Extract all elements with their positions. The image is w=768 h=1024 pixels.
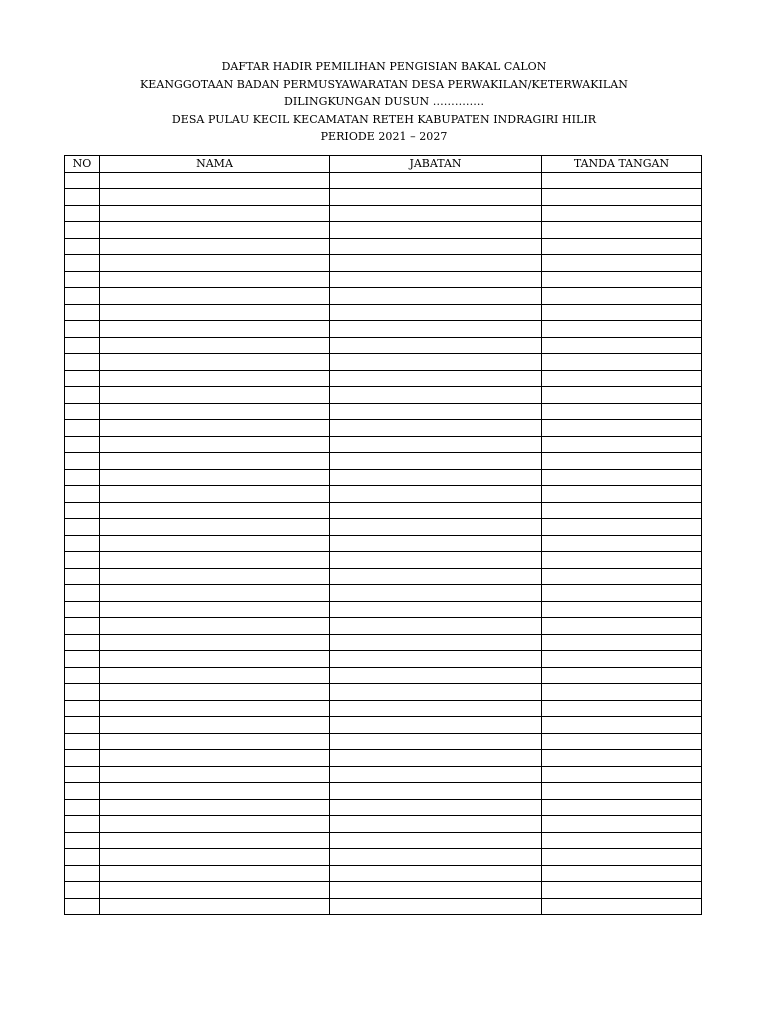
cell-no xyxy=(65,585,100,602)
table-row xyxy=(65,552,702,569)
cell-nama xyxy=(100,337,330,354)
cell-nama xyxy=(100,189,330,206)
cell-tanda-tangan xyxy=(542,321,702,338)
cell-tanda-tangan xyxy=(542,601,702,618)
cell-jabatan xyxy=(330,865,542,882)
cell-tanda-tangan xyxy=(542,568,702,585)
cell-no xyxy=(65,420,100,437)
column-header-no: NO xyxy=(65,156,100,173)
cell-nama xyxy=(100,222,330,239)
cell-jabatan xyxy=(330,337,542,354)
cell-no xyxy=(65,469,100,486)
cell-nama xyxy=(100,783,330,800)
table-row xyxy=(65,370,702,387)
cell-tanda-tangan xyxy=(542,865,702,882)
cell-no xyxy=(65,684,100,701)
column-header-jabatan: JABATAN xyxy=(330,156,542,173)
cell-jabatan xyxy=(330,733,542,750)
cell-no xyxy=(65,337,100,354)
cell-nama xyxy=(100,816,330,833)
cell-nama xyxy=(100,403,330,420)
table-row xyxy=(65,733,702,750)
cell-tanda-tangan xyxy=(542,717,702,734)
cell-nama xyxy=(100,799,330,816)
cell-no xyxy=(65,750,100,767)
cell-nama xyxy=(100,898,330,915)
cell-nama xyxy=(100,585,330,602)
cell-jabatan xyxy=(330,750,542,767)
cell-jabatan xyxy=(330,189,542,206)
table-row xyxy=(65,304,702,321)
cell-tanda-tangan xyxy=(542,667,702,684)
cell-jabatan xyxy=(330,898,542,915)
table-row xyxy=(65,651,702,668)
cell-no xyxy=(65,222,100,239)
cell-jabatan xyxy=(330,849,542,866)
cell-jabatan xyxy=(330,321,542,338)
column-header-tanda-tangan: TANDA TANGAN xyxy=(542,156,702,173)
cell-nama xyxy=(100,519,330,536)
cell-tanda-tangan xyxy=(542,304,702,321)
cell-tanda-tangan xyxy=(542,288,702,305)
cell-nama xyxy=(100,304,330,321)
table-row xyxy=(65,354,702,371)
table-row xyxy=(65,799,702,816)
table-row xyxy=(65,403,702,420)
cell-no xyxy=(65,189,100,206)
table-row xyxy=(65,469,702,486)
document-header xyxy=(0,58,768,146)
cell-tanda-tangan xyxy=(542,205,702,222)
cell-tanda-tangan xyxy=(542,898,702,915)
cell-no xyxy=(65,816,100,833)
cell-jabatan xyxy=(330,816,542,833)
cell-no xyxy=(65,601,100,618)
cell-jabatan xyxy=(330,700,542,717)
cell-no xyxy=(65,354,100,371)
cell-nama xyxy=(100,453,330,470)
cell-tanda-tangan xyxy=(542,370,702,387)
cell-no xyxy=(65,255,100,272)
cell-nama xyxy=(100,717,330,734)
cell-no xyxy=(65,304,100,321)
cell-no xyxy=(65,799,100,816)
cell-no xyxy=(65,865,100,882)
cell-nama xyxy=(100,733,330,750)
cell-jabatan xyxy=(330,502,542,519)
table-row xyxy=(65,337,702,354)
cell-no xyxy=(65,667,100,684)
cell-tanda-tangan xyxy=(542,832,702,849)
cell-tanda-tangan xyxy=(542,535,702,552)
cell-no xyxy=(65,882,100,899)
cell-no xyxy=(65,766,100,783)
cell-tanda-tangan xyxy=(542,783,702,800)
title-line-2: KEANGGOTAAN BADAN PERMUSYAWARATAN DESA PERWAKILAN/KETERWAKILAN xyxy=(140,77,628,91)
cell-nama xyxy=(100,667,330,684)
cell-nama xyxy=(100,370,330,387)
cell-nama xyxy=(100,255,330,272)
cell-tanda-tangan xyxy=(542,733,702,750)
table-row xyxy=(65,865,702,882)
cell-nama xyxy=(100,502,330,519)
cell-jabatan xyxy=(330,453,542,470)
cell-tanda-tangan xyxy=(542,189,702,206)
cell-jabatan xyxy=(330,255,542,272)
cell-no xyxy=(65,321,100,338)
table-row xyxy=(65,189,702,206)
cell-nama xyxy=(100,205,330,222)
cell-nama xyxy=(100,684,330,701)
cell-jabatan xyxy=(330,370,542,387)
cell-no xyxy=(65,502,100,519)
cell-nama xyxy=(100,172,330,189)
table-row xyxy=(65,535,702,552)
table-row xyxy=(65,634,702,651)
cell-no xyxy=(65,568,100,585)
cell-nama xyxy=(100,849,330,866)
table-row xyxy=(65,568,702,585)
cell-nama xyxy=(100,766,330,783)
cell-no xyxy=(65,387,100,404)
cell-nama xyxy=(100,865,330,882)
cell-no xyxy=(65,651,100,668)
title-line-3: DILINGKUNGAN DUSUN ………….. xyxy=(283,95,485,108)
cell-jabatan xyxy=(330,420,542,437)
cell-tanda-tangan xyxy=(542,502,702,519)
cell-no xyxy=(65,733,100,750)
cell-jabatan xyxy=(330,172,542,189)
table-row xyxy=(65,238,702,255)
cell-jabatan xyxy=(330,882,542,899)
cell-tanda-tangan xyxy=(542,222,702,239)
table-row xyxy=(65,783,702,800)
cell-nama xyxy=(100,832,330,849)
cell-jabatan xyxy=(330,436,542,453)
cell-tanda-tangan xyxy=(542,420,702,437)
cell-tanda-tangan xyxy=(542,354,702,371)
title-line-5: PERIODE 2021 – 2027 xyxy=(320,130,448,143)
cell-tanda-tangan xyxy=(542,882,702,899)
table-row xyxy=(65,849,702,866)
cell-jabatan xyxy=(330,799,542,816)
table-row xyxy=(65,502,702,519)
cell-no xyxy=(65,535,100,552)
cell-jabatan xyxy=(330,288,542,305)
cell-jabatan xyxy=(330,535,542,552)
cell-nama xyxy=(100,271,330,288)
table-row xyxy=(65,172,702,189)
cell-no xyxy=(65,849,100,866)
cell-no xyxy=(65,205,100,222)
table-row xyxy=(65,288,702,305)
cell-jabatan xyxy=(330,387,542,404)
cell-no xyxy=(65,700,100,717)
cell-tanda-tangan xyxy=(542,238,702,255)
cell-nama xyxy=(100,552,330,569)
cell-nama xyxy=(100,354,330,371)
cell-jabatan xyxy=(330,667,542,684)
cell-tanda-tangan xyxy=(542,651,702,668)
cell-nama xyxy=(100,634,330,651)
cell-no xyxy=(65,519,100,536)
table-row xyxy=(65,601,702,618)
cell-no xyxy=(65,832,100,849)
cell-tanda-tangan xyxy=(542,337,702,354)
cell-no xyxy=(65,453,100,470)
cell-tanda-tangan xyxy=(542,255,702,272)
title-line-4: DESA PULAU KECIL KECAMATAN RETEH KABUPATEN INDRAGIRI HILIR xyxy=(171,112,597,126)
cell-jabatan xyxy=(330,618,542,635)
table-row xyxy=(65,700,702,717)
cell-tanda-tangan xyxy=(542,469,702,486)
cell-no xyxy=(65,717,100,734)
cell-nama xyxy=(100,288,330,305)
cell-no xyxy=(65,898,100,915)
cell-no xyxy=(65,436,100,453)
cell-nama xyxy=(100,321,330,338)
table-row xyxy=(65,882,702,899)
cell-no xyxy=(65,238,100,255)
cell-jabatan xyxy=(330,238,542,255)
table-row xyxy=(65,271,702,288)
table-header-row xyxy=(65,156,702,173)
cell-jabatan xyxy=(330,205,542,222)
table-row xyxy=(65,436,702,453)
cell-no xyxy=(65,634,100,651)
cell-nama xyxy=(100,601,330,618)
cell-tanda-tangan xyxy=(542,436,702,453)
cell-jabatan xyxy=(330,766,542,783)
table-row xyxy=(65,816,702,833)
cell-tanda-tangan xyxy=(542,634,702,651)
table-row xyxy=(65,420,702,437)
cell-jabatan xyxy=(330,469,542,486)
cell-jabatan xyxy=(330,601,542,618)
cell-no xyxy=(65,552,100,569)
title-line-1: DAFTAR HADIR PEMILIHAN PENGISIAN BAKAL CALON xyxy=(221,60,547,73)
cell-jabatan xyxy=(330,486,542,503)
cell-tanda-tangan xyxy=(542,519,702,536)
cell-tanda-tangan xyxy=(542,585,702,602)
cell-no xyxy=(65,783,100,800)
table-row xyxy=(65,321,702,338)
cell-nama xyxy=(100,436,330,453)
cell-tanda-tangan xyxy=(542,552,702,569)
cell-no xyxy=(65,172,100,189)
cell-jabatan xyxy=(330,651,542,668)
cell-jabatan xyxy=(330,717,542,734)
cell-tanda-tangan xyxy=(542,750,702,767)
cell-no xyxy=(65,271,100,288)
cell-jabatan xyxy=(330,304,542,321)
table-row xyxy=(65,832,702,849)
table-row xyxy=(65,766,702,783)
cell-tanda-tangan xyxy=(542,700,702,717)
table-row xyxy=(65,717,702,734)
cell-nama xyxy=(100,238,330,255)
column-header-nama: NAMA xyxy=(100,156,330,173)
cell-nama xyxy=(100,535,330,552)
cell-no xyxy=(65,370,100,387)
cell-no xyxy=(65,288,100,305)
cell-tanda-tangan xyxy=(542,486,702,503)
table-body xyxy=(65,172,702,915)
cell-nama xyxy=(100,420,330,437)
cell-tanda-tangan xyxy=(542,387,702,404)
table-row xyxy=(65,222,702,239)
cell-tanda-tangan xyxy=(542,271,702,288)
cell-nama xyxy=(100,750,330,767)
table-row xyxy=(65,387,702,404)
cell-jabatan xyxy=(330,519,542,536)
cell-nama xyxy=(100,469,330,486)
cell-no xyxy=(65,618,100,635)
attendance-table xyxy=(64,155,702,915)
cell-jabatan xyxy=(330,271,542,288)
cell-jabatan xyxy=(330,684,542,701)
table-row xyxy=(65,486,702,503)
cell-jabatan xyxy=(330,634,542,651)
cell-no xyxy=(65,403,100,420)
table-row xyxy=(65,255,702,272)
cell-jabatan xyxy=(330,403,542,420)
cell-nama xyxy=(100,387,330,404)
cell-jabatan xyxy=(330,568,542,585)
table-row xyxy=(65,205,702,222)
cell-jabatan xyxy=(330,222,542,239)
cell-jabatan xyxy=(330,783,542,800)
cell-nama xyxy=(100,651,330,668)
cell-jabatan xyxy=(330,552,542,569)
cell-jabatan xyxy=(330,585,542,602)
cell-nama xyxy=(100,882,330,899)
table-row xyxy=(65,453,702,470)
table-row xyxy=(65,585,702,602)
cell-tanda-tangan xyxy=(542,766,702,783)
cell-tanda-tangan xyxy=(542,849,702,866)
table-row xyxy=(65,618,702,635)
cell-tanda-tangan xyxy=(542,816,702,833)
cell-jabatan xyxy=(330,832,542,849)
cell-nama xyxy=(100,568,330,585)
cell-jabatan xyxy=(330,354,542,371)
cell-tanda-tangan xyxy=(542,684,702,701)
cell-tanda-tangan xyxy=(542,453,702,470)
table-row xyxy=(65,684,702,701)
cell-tanda-tangan xyxy=(542,172,702,189)
cell-tanda-tangan xyxy=(542,403,702,420)
cell-nama xyxy=(100,618,330,635)
cell-tanda-tangan xyxy=(542,618,702,635)
table-row xyxy=(65,519,702,536)
cell-nama xyxy=(100,700,330,717)
table-row xyxy=(65,898,702,915)
cell-nama xyxy=(100,486,330,503)
table-row xyxy=(65,667,702,684)
cell-no xyxy=(65,486,100,503)
table-row xyxy=(65,750,702,767)
cell-tanda-tangan xyxy=(542,799,702,816)
